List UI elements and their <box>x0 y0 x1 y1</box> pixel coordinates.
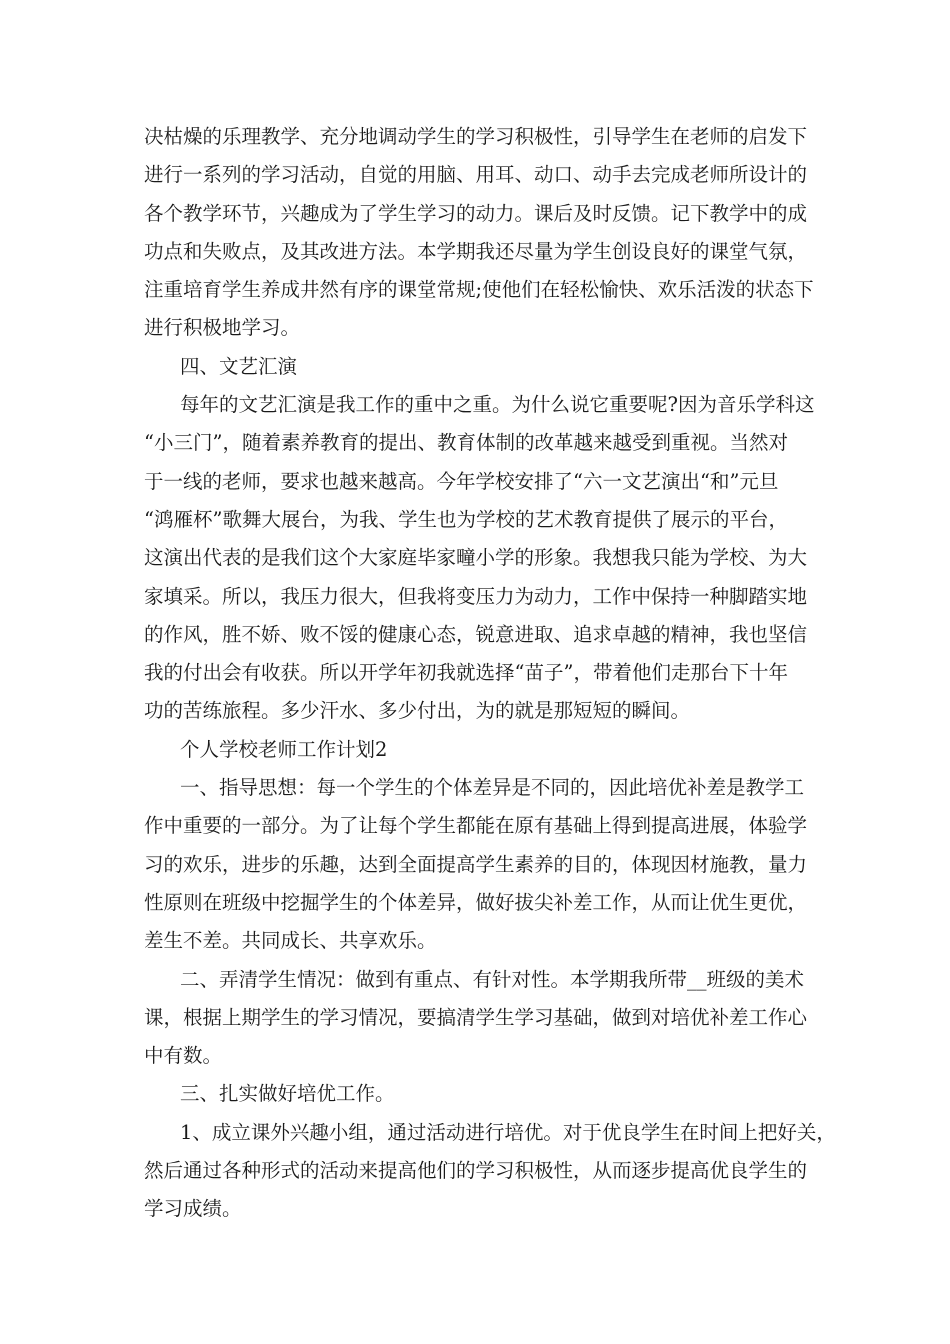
text-line: 家填采。所以，我压力很大，但我将变压力为动力，工作中保持一种脚踏实地 <box>144 584 808 608</box>
text-line: 习的欢乐，进步的乐趣，达到全面提高学生素养的目的，体现因材施教，量力 <box>144 852 808 876</box>
text-line: 学习成绩。 <box>144 1197 242 1221</box>
text-line: 1、成立课外兴趣小组，通过活动进行培优。对于优良学生在时间上把好关， <box>180 1120 836 1144</box>
text-line: 作中重要的一部分。为了让每个学生都能在原有基础上得到提高进展，体验学 <box>144 814 808 838</box>
text-line: 于一线的老师，要求也越来越高。今年学校安排了“六一文艺演出“和”元旦 <box>144 469 779 493</box>
text-line: 个人学校老师工作计划2 <box>180 737 388 761</box>
text-line: 注重培育学生养成井然有序的课堂常规;使他们在轻松愉快、欢乐活泼的状态下 <box>144 278 814 302</box>
text-line: 二、弄清学生情况：做到有重点、有针对性。本学期我所带__班级的美术 <box>180 967 805 991</box>
text-line: 功点和失败点，及其改进方法。本学期我还尽量为学生创设良好的课堂气氛， <box>144 239 808 263</box>
text-line: “鸿雁杯”歌舞大展台，为我、学生也为学校的艺术教育提供了展示的平台， <box>144 507 788 531</box>
text-line: 中有数。 <box>144 1044 223 1068</box>
text-line: 进行积极地学习。 <box>144 316 301 340</box>
text-line: 四、文艺汇演 <box>180 354 298 378</box>
text-line: 性原则在班级中挖掘学生的个体差异，做好拔尖补差工作，从而让优生更优， <box>144 890 808 914</box>
text-line: 我的付出会有收获。所以开学年初我就选择“苗子”，带着他们走那台下十年 <box>144 661 788 685</box>
document-body <box>144 118 834 1229</box>
text-line: 的作风，胜不娇、败不馁的健康心态，锐意进取、追求卓越的精神，我也坚信 <box>144 622 808 646</box>
text-line: 进行一系列的学习活动，自觉的用脑、用耳、动口、动手去完成老师所设计的 <box>144 163 808 187</box>
text-line: 差生不差。共同成长、共享欢乐。 <box>144 929 437 953</box>
text-line: 然后通过各种形式的活动来提高他们的学习积极性，从而逐步提高优良学生的 <box>144 1159 808 1183</box>
text-line: “小三门”，随着素养教育的提出、教育体制的改革越来越受到重视。当然对 <box>144 431 788 455</box>
text-line: 一、指导思想：每一个学生的个体差异是不同的，因此培优补差是教学工 <box>180 776 805 800</box>
text-line: 每年的文艺汇演是我工作的重中之重。为什么说它重要呢?因为音乐学科这 <box>180 393 815 417</box>
text-line: 决枯燥的乐理教学、充分地调动学生的学习积极性，引导学生在老师的启发下 <box>144 125 808 148</box>
text-line: 功的苦练旅程。多少汗水、多少付出，为的就是那短短的瞬间。 <box>144 699 691 723</box>
text-line: 这演出代表的是我们这个大家庭毕家疃小学的形象。我想我只能为学校、为大 <box>144 546 808 570</box>
text-line: 各个教学环节，兴趣成为了学生学习的动力。课后及时反馈。记下教学中的成 <box>144 201 808 225</box>
text-line: 课，根据上期学生的学习情况，要搞清学生学习基础，做到对培优补差工作心 <box>144 1005 808 1029</box>
text-line: 三、扎实做好培优工作。 <box>180 1082 395 1106</box>
